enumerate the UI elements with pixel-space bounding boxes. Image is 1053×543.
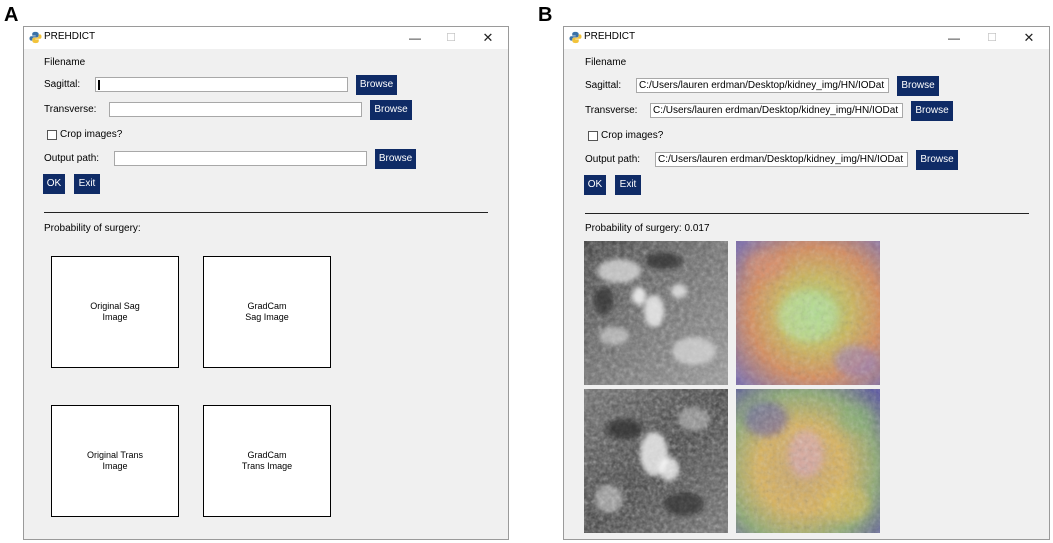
original-trans-image-placeholder	[51, 405, 179, 517]
placeholder-text: Image	[102, 461, 128, 471]
output-browse-button[interactable]: Browse	[375, 149, 416, 169]
probability-label: Probability of surgery:	[44, 223, 141, 234]
sagittal-input[interactable]	[95, 77, 348, 92]
placeholder-text: Original Trans	[86, 450, 144, 460]
transverse-label: Transverse:	[585, 105, 638, 116]
minimize-icon[interactable]: —	[948, 31, 960, 45]
transverse-label: Transverse:	[44, 104, 97, 115]
filename-heading: Filename	[44, 57, 86, 68]
panel-a-letter: A	[4, 4, 19, 26]
crop-checkbox[interactable]	[47, 130, 57, 140]
original-sag-ultrasound-image	[584, 241, 728, 385]
gradcam-sag-image	[736, 241, 880, 385]
sagittal-input[interactable]	[636, 78, 889, 93]
python-logo-icon	[569, 31, 582, 44]
output-path-value: C:/Users/lauren erdman/Desktop/kidney_img/HN/IODat	[658, 154, 904, 165]
window-title: PREHDICT	[44, 31, 96, 42]
placeholder-text: Image	[102, 312, 128, 322]
original-trans-ultrasound-image	[584, 389, 728, 533]
close-icon[interactable]: ✕	[482, 30, 494, 45]
placeholder-text: GradCam	[247, 450, 287, 460]
separator	[44, 212, 488, 213]
filename-heading: Filename	[585, 57, 627, 68]
sagittal-label: Sagittal:	[44, 79, 81, 90]
placeholder-text: Sag Image	[245, 312, 289, 322]
gradcam-sag-image-placeholder	[203, 256, 331, 368]
title-bar[interactable]	[24, 27, 508, 49]
original-sag-image-placeholder	[51, 256, 179, 368]
placeholder-text: Original Sag	[90, 301, 140, 311]
separator	[585, 213, 1029, 214]
output-browse-button[interactable]: Browse	[916, 150, 958, 170]
crop-label: Crop images?	[60, 129, 123, 140]
transverse-input[interactable]	[650, 103, 903, 118]
transverse-input[interactable]	[109, 102, 362, 117]
gradcam-trans-image	[736, 389, 880, 533]
text-caret	[98, 80, 100, 90]
transverse-browse-button[interactable]: Browse	[370, 100, 412, 120]
sagittal-input-value: C:/Users/lauren erdman/Desktop/kidney_img/HN/IODat	[639, 80, 885, 91]
ok-button[interactable]: OK	[584, 175, 606, 195]
close-icon[interactable]: ✕	[1023, 30, 1035, 45]
title-bar[interactable]	[564, 27, 1049, 49]
transverse-input-value: C:/Users/lauren erdman/Desktop/kidney_img/HN/IODat	[653, 105, 899, 116]
python-logo-icon	[29, 31, 42, 44]
placeholder-text: Trans Image	[241, 461, 293, 471]
exit-button[interactable]: Exit	[74, 174, 100, 194]
panel-b-letter: B	[538, 4, 553, 26]
window-title: PREHDICT	[584, 31, 636, 42]
output-path-input[interactable]	[655, 152, 908, 167]
maximize-icon[interactable]: ☐	[987, 32, 997, 44]
ok-button[interactable]: OK	[43, 174, 65, 194]
output-path-label: Output path:	[585, 154, 641, 165]
gradcam-trans-image-placeholder	[203, 405, 331, 517]
transverse-browse-button[interactable]: Browse	[911, 101, 953, 121]
probability-label: Probability of surgery: 0.017	[585, 223, 710, 234]
panel-b-window	[563, 26, 1050, 540]
exit-button[interactable]: Exit	[615, 175, 641, 195]
placeholder-text: GradCam	[247, 301, 287, 311]
output-path-input[interactable]	[114, 151, 367, 166]
sagittal-label: Sagittal:	[585, 80, 622, 91]
panel-a-window	[23, 26, 509, 540]
minimize-icon[interactable]: —	[409, 31, 421, 45]
crop-label: Crop images?	[601, 130, 664, 141]
sagittal-browse-button[interactable]: Browse	[897, 76, 939, 96]
output-path-label: Output path:	[44, 153, 100, 164]
maximize-icon[interactable]: ☐	[446, 32, 456, 44]
crop-checkbox[interactable]	[588, 131, 598, 141]
sagittal-browse-button[interactable]: Browse	[356, 75, 397, 95]
